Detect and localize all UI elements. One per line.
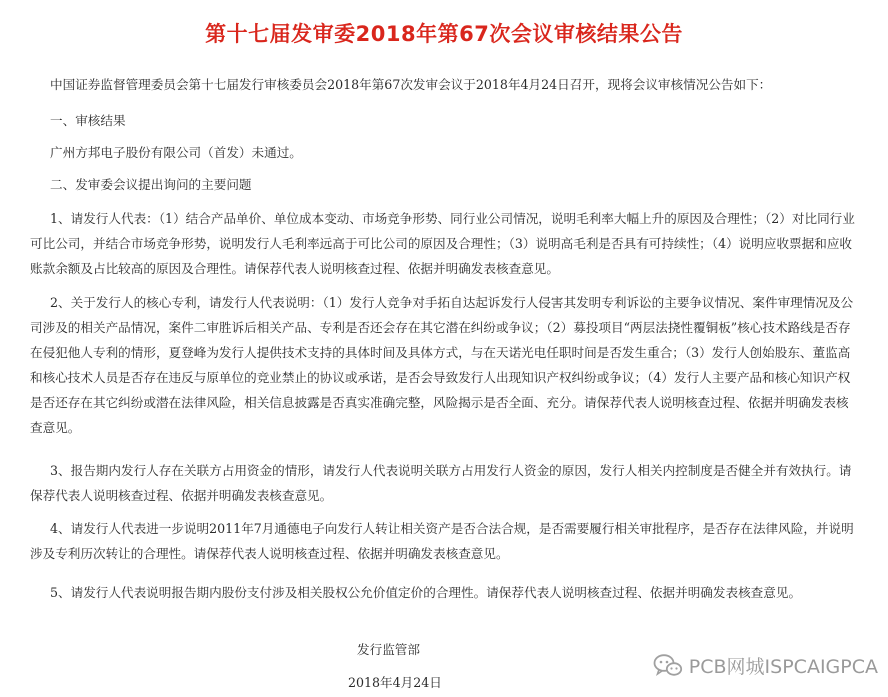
- watermark-text: PCB网城ISPCAIGPCA: [688, 656, 878, 678]
- wechat-icon: [653, 653, 683, 679]
- intro-paragraph: 中国证券监督管理委员会第十七届发行审核委员会2018年第67次发审会议于2018年4月24日召开，现将会议审核情况公告如下：: [50, 77, 772, 92]
- question-1: 1、请发行人代表：（1）结合产品单价、单位成本变动、市场竞争形势、同行业公司情况，说明毛利率大幅上升的原因及合理性；（2）对比同行业可比公司，并结合市场竞争形势，说明发行人毛利率远高于可比公司的原因及合理性；（3）说明高毛利是否具有可持续性；（4）说明应收票据和应收账款余额及占比较高的原因及合理性。请保荐代表人说明核查过程、依据并明确发表核查意见。: [30, 211, 855, 276]
- watermark: [653, 652, 878, 679]
- signature: 发行监管部: [357, 642, 420, 657]
- question-5: 5、请发行人代表说明报告期内股份支付涉及相关股权公允价值定价的合理性。请保荐代表人说明核查过程、依据并明确发表核查意见。: [50, 585, 802, 600]
- section2-heading: 二、发审委会议提出询问的主要问题: [50, 177, 252, 192]
- result-text: 广州方邦电子股份有限公司（首发）未通过。: [50, 145, 302, 160]
- publish-date: 2018年4月24日: [348, 675, 442, 690]
- question-4: 4、请发行人代表进一步说明2011年7月通德电子向发行人转让相关资产是否合法合规，是否需要履行相关审批程序，是否存在法律风险，并说明涉及专利历次转让的合理性。请保荐代表人说明核查过程、依据并明确发表核查意见。: [30, 521, 854, 561]
- question-3: 3、报告期内发行人存在关联方占用资金的情形，请发行人代表说明关联方占用发行人资金的原因，发行人相关内控制度是否健全并有效执行。请保荐代表人说明核查过程、依据并明确发表核查意见。: [30, 463, 852, 503]
- page-title: 第十七届发审委2018年第67次会议审核结果公告: [205, 22, 683, 46]
- section1-heading: 一、审核结果: [50, 113, 126, 128]
- question-2: 2、关于发行人的核心专利，请发行人代表说明：（1）发行人竞争对手拓自达起诉发行人侵害其发明专利诉讼的主要争议情况、案件审理情况及公司涉及的相关产品情况，案件二审胜诉后相关产品、专利是否还会存在其它潜在纠纷或争议；（2）募投项目“两层法挠性覆铜板”核心技术路线是否存在侵犯他人专利的情形，夏登峰为发行人提供技术支持的具体时间及具体方式，与在天诺光电任职时间是否发生重合；（3）发行人创始股东、董监高和核心技术人员是否存在违反与原单位的竞业禁止的协议或承诺，是否会导致发行人出现知识产权纠纷或争议；（4）发行人主要产品和核心知识产权是否还存在其它纠纷或潜在法律风险，相关信息披露是否真实准确完整，风险揭示是否全面、充分。请保荐代表人说明核查过程、依据并明确发表核查意见。: [30, 295, 854, 435]
